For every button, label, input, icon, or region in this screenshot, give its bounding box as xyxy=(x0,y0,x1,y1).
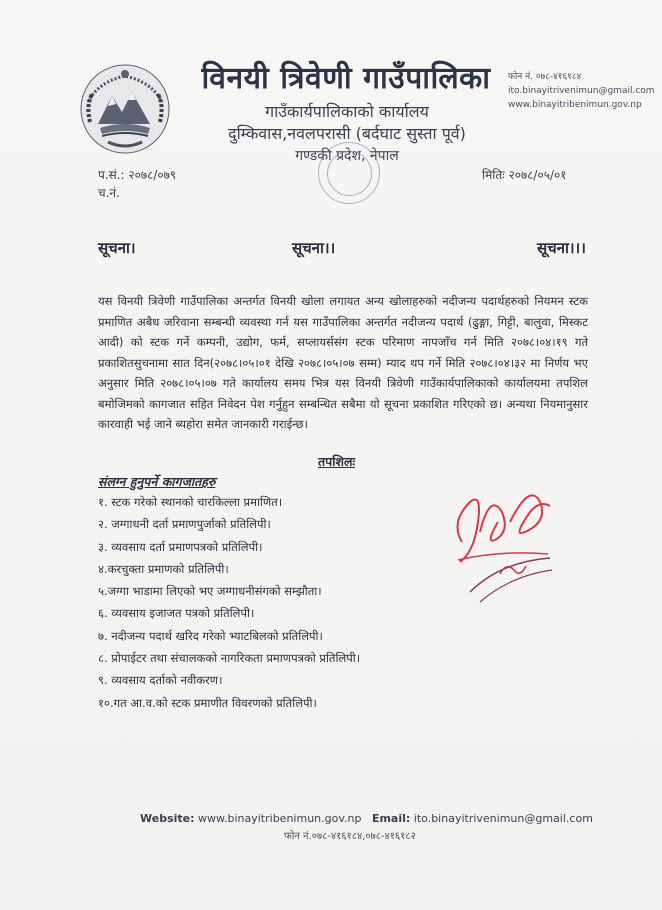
schedule-title: तपशिलः xyxy=(318,454,355,469)
list-item: १. स्टक गरेको स्थानको चारकिल्ला प्रमाणित। xyxy=(98,495,283,509)
notice-heading-3: सूचना।।। xyxy=(537,239,586,257)
list-item: ३. व्यवसाय दर्ता प्रमाणपत्रको प्रतिलिपी। xyxy=(98,539,263,554)
header-website[interactable]: www.binayitribenimun.gov.np xyxy=(508,100,642,110)
list-item: १०.गत आ.व.को स्टक प्रमाणीत विवरणको प्रतिलिपी। xyxy=(98,695,317,710)
list-item: ९. व्यवसाय दर्ताको नवीकरण। xyxy=(98,673,223,688)
list-item: २. जग्गाधनी दर्ता प्रमाणपुर्जाको प्रतिलिपी। xyxy=(98,517,271,532)
notice-heading-2: सूचना।। xyxy=(292,239,336,257)
website-label: Website: xyxy=(140,812,195,825)
organization-name: विनयी त्रिवेणी गाउँपालिका xyxy=(201,61,491,96)
office-name: गाउँकार्यपालिकाको कार्यालय xyxy=(265,102,429,121)
list-item: ८. प्रोपाईटर तथा संचालकको नागरिकता प्रमाणपत्रको प्रतिलिपी। xyxy=(98,651,361,666)
office-stamp-icon xyxy=(318,142,380,204)
list-item: ६. व्यवसाय इजाजत पत्रको प्रतिलिपी। xyxy=(98,606,255,621)
notice-heading-1: सूचना। xyxy=(98,239,136,257)
signature-mark xyxy=(440,462,560,612)
header-email[interactable]: ito.binayitrivenimun@gmail.com xyxy=(508,86,655,96)
list-item: ४.करचुक्ता प्रमाणको प्रतिलिपी। xyxy=(98,561,229,576)
footer-website[interactable]: www.binayitribenimun.gov.np xyxy=(198,812,362,825)
header-phone: फोन नं. ०७८-४१६१८४ xyxy=(508,72,582,82)
footer-contact xyxy=(140,812,593,825)
footer-email[interactable]: ito.binayitrivenimun@gmail.com xyxy=(413,812,593,825)
list-item: ५.जग्गा भाडामा लिएको भए जग्गाधनीसंगको सम्झौता। xyxy=(98,584,322,599)
dispatch-number: च.नं. xyxy=(98,186,120,200)
province-name: गण्डकी प्रदेश, नेपाल xyxy=(295,148,399,164)
government-emblem-icon xyxy=(78,62,173,157)
letter-number: प.सं.: २०७८/०७९ xyxy=(98,168,177,182)
attachments-title: संलग्न हुनुपर्ने कागजातहरु xyxy=(98,474,216,489)
letter-date: मितिः २०७८/०५/०१ xyxy=(482,168,567,182)
footer-phone: फोन नं.०७८-४१६१८४,०७८-४१६१८२ xyxy=(284,831,416,842)
office-address: दुम्किवास,नवलपरासी (बर्दघाट सुस्ता पूर्व) xyxy=(228,124,466,143)
email-label: Email: xyxy=(371,812,411,825)
attachments-list xyxy=(98,495,458,718)
list-item: ७. नदीजन्य पदार्थ खरिद गरेको भ्याटबिलको प्रतिलिपी। xyxy=(98,628,323,643)
notice-body: यस विनयी त्रिवेणी गाउँपालिका अन्तर्गत विनयी खोला लगायत अन्य खोलाहरुको नदीजन्य पदार्थहरुको नियमन स्टक प्रमाणित अबैध जरिवाना सम्बन्धी व्यवस्था गर्न यस गाउँपालिका अन्तर्गत नदीजन्य पदार्थ (ढुङ्गा, गिट्टी, बालुवा, मिस्कट आदी) को स्टक गर्ने कम्पनी, उद्योग, फर्म, सप्लायर्ससंग स्टक परिमाण नापजाँच गर्न मिति २०७८।०४।१९ गते प्रकाशितसुचनामा सात दिन(२०७८।०५।०१ देखि २०७८।०५।०७ सम्म) म्याद थप गर्ने मिति २०७८।०४।३२ मा निर्णय भए अनुसार मिति २०७८।०५।०७ गते कार्यालय समय भित्र यस विनयी त्रिवेणी गाउँकार्यपालिकाको कार्यालयमा तपशिल बमोजिमको कागजात सहित निवेदन पेश गर्नुहुन सम्बन्धित सबैमा यो सूचना प्रकाशित गरिएको छ। अन्यथा नियमानुसार कारवाही भई जाने ब्यहोरा समेत जानकारी गराईन्छ। xyxy=(98,294,588,431)
header-contact xyxy=(508,70,655,112)
